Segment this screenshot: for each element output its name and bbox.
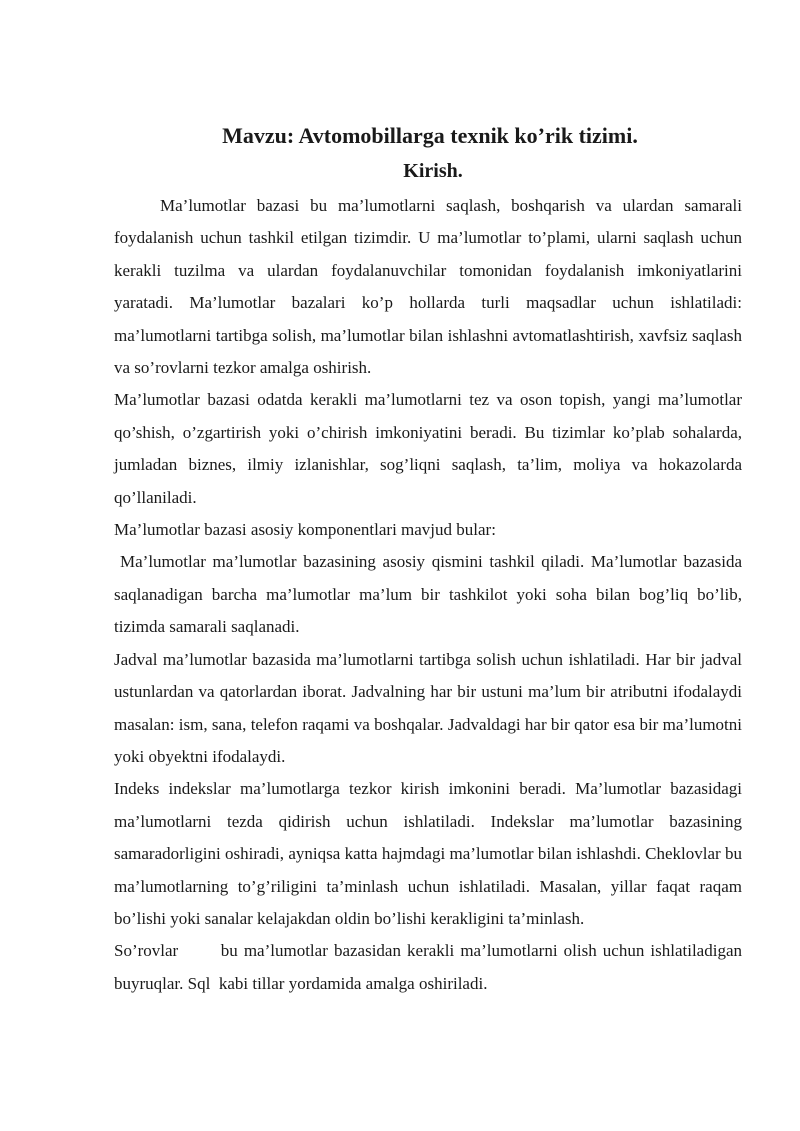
paragraph-database-capabilities: Ma’lumotlar bazasi odatda kerakli ma’lumotlarni tez va oson topish, yangi ma’lumotlar qo’shish, o’zgartirish yoki o’chirish imkoniyatini beradi. Bu tizimlar ko’plab sohalarda, jumladan biznes, ilmiy izlanishlar, sog’liqni saqlash, ta’lim, moliya va hokazolarda qo’llaniladi.: [114, 390, 742, 507]
paragraph-table-component: Jadval ma’lumotlar bazasida ma’lumotlarni tartibga solish uchun ishlatiladi. Har bir jadval ustunlardan va qatorlardan iborat. Jadvalning har bir ustuni ma’lum bir atributni ifodalaydi masalan: ism, sana, telefon raqami va boshqalar. Jadvaldagi har bir qator esa bir ma’lumotni yoki obyektni ifodalaydi.: [114, 649, 742, 766]
document-title: Mavzu: Avtomobillarga texnik ko’rik tizimi.: [222, 123, 638, 148]
document-page: [114, 118, 747, 1000]
section-heading-introduction: Kirish.: [403, 160, 463, 182]
paragraph-components-intro: Ma’lumotlar bazasi asosiy komponentlari mavjud bular:: [114, 520, 496, 540]
paragraph-index-component: Indeks indekslar ma’lumotlarga tezkor kirish imkonini beradi. Ma’lumotlar bazasidagi ma’lumotlarni tezda qidirish uchun ishlatiladi. Indekslar ma’lumotlar bazasining samaradorligini oshiradi, ayniqsa katta hajmdagi ma’lumotlar bilan ishlashdi. Cheklovlar bu ma’lumotlarning to’g’riligini ta’minlash uchun ishlatiladi. Masalan, yillar faqat raqam bo’lishi yoki sanalar kelajakdan oldin bo’lishi kerakligini ta’minlash.: [114, 779, 742, 928]
paragraph-database-definition: Ma’lumotlar bazasi bu ma’lumotlarni saqlash, boshqarish va ulardan samarali foydalanish uchun tashkil etilgan tizimdir. U ma’lumotlar to’plami, ularni saqlash uchun kerakli tuzilma va ulardan foydalanuvchilar tomonidan foydalanish imkoniyatlarini yaratadi. Ma’lumotlar bazalari ko’p hollarda turli maqsadlar uchun ishlatiladi: ma’lumotlarni tartibga solish, ma’lumotlar bilan ishlashni avtomatlashtirish, xavfsiz saqlash va so’rovlarni tezkor amalga oshirish.: [114, 196, 742, 378]
paragraph-data-component: Ma’lumotlar ma’lumotlar bazasining asosiy qismini tashkil qiladi. Ma’lumotlar bazasida saqlanadigan barcha ma’lumotlar ma’lum bir tashkilot yoki soha bilan bog’liq bo’lib, tizimda samarali saqlanadi.: [114, 552, 742, 637]
paragraph-queries-component: So’rovlar bu ma’lumotlar bazasidan kerakli ma’lumotlarni olish uchun ishlatiladigan buyruqlar. Sql kabi tillar yordamida amalga oshiriladi.: [114, 941, 747, 993]
